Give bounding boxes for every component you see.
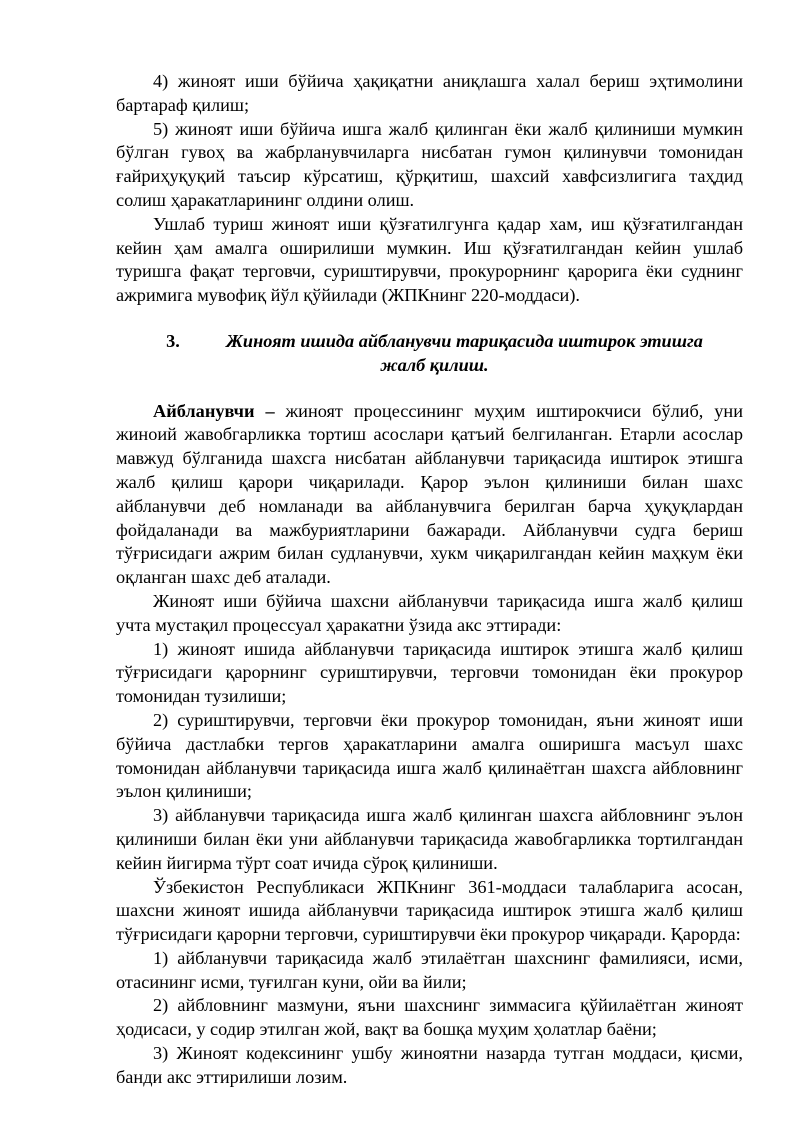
paragraph-definition: [116, 400, 743, 590]
list-item-decision-3: 3) Жиноят кодексининг ушбу жиноятни назарда тутган моддаси, қисми, банди акс эттирилиши лозим.: [116, 1043, 743, 1087]
paragraph-detention: Ушлаб туриш жиноят иши қўзғатилгунга қадар хам, иш қўзғатилгандан кейин ҳам амалга оширилиши мумкин. Иш қўзғатилгандан кейин ушлаб туришга фақат терговчи, суриштирувчи, прокурорнинг қарорига ёки суднинг ажримига мувофиқ йўл қўйилади (ЖПКнинг 220-моддаси).: [116, 213, 743, 306]
list-item-decision-2: 2) айбловнинг мазмуни, яъни шахснинг зиммасига қўйилаётган жиноят ҳодисаси, у содир этилган жой, вақт ва бошқа муҳим ҳолатлар баёни;: [116, 995, 743, 1040]
paragraph-item-5: 5) жиноят иши бўйича ишга жалб қилинган ёки жалб қилиниши мумкин бўлган гувоҳ ва жабрланувчиларга нисбатан гумон қилинувчи томонидан ғайриҳуқуқий таъсир кўрсатиш, қўрқитиш, шахсий хавфсизлигига таҳдид солиш ҳаракатларининг олдини олиш.: [116, 118, 743, 210]
paragraph-item-4: 4) жиноят иши бўйича ҳақиқатни аниқлашга халал бериш эҳтимолини бартараф қилиш;: [116, 71, 743, 115]
section-title: Жиноят ишида айбланувчи тариқасида иштирок этишга жалб қилиш.: [226, 330, 703, 375]
definition-text: жиноят процессининг муҳим иштирокчиси бўлиб, уни жиноий жавобгарликка тортиш асослари қатъий белгиланган. Етарли асослар мавжуд бўлганида шахсга нисбатан айбланувчи тариқасида иштирок этишга жалб қилиш қарори чиқарилади. Қарор эълон қилиниши билан шахс айбланувчи деб номланади ва айбланувчига берилган барча ҳуқуқлардан фойдаланади ва мажбуриятларини бажаради. Айбланувчи судга бериш тўғрисидаги ажрим билан судланувчи, хукм чиқарилгандан кейин маҳкум ёки оқланган шахс деб аталади.: [116, 400, 743, 588]
paragraph-three-actions: Жиноят иши бўйича шахсни айбланувчи тариқасида ишга жалб қилиш учта мустақил процессуал ҳаракатни ўзида акс эттиради:: [116, 590, 743, 635]
list-item-action-1: 1) жиноят ишида айбланувчи тариқасида иштирок этишга жалб қилиш тўғрисидаги қарорнинг суриштирувчи, терговчи томонидан ёки прокурор томонидан тузилиши;: [116, 638, 743, 707]
list-item-action-2: 2) суриштирувчи, терговчи ёки прокурор томонидан, яъни жиноят иши бўйича дастлабки тергов ҳаракатларини амалга оширишга масъул шахс томонидан айбланувчи тариқасида ишга жалб қилинаётган шахсга айбловнинг эълон қилиниши;: [116, 709, 743, 802]
paragraph-article-361: Ўзбекистон Республикаси ЖПКнинг 361-моддаси талабларига асосан, шахсни жиноят ишида айбланувчи тариқасида иштирок этишга жалб қилиш тўғрисидаги қарорни терговчи, суриштирувчи ёки прокурор чиқаради. Қарорда:: [116, 876, 743, 945]
document-page: [116, 70, 743, 1090]
section-number: 3.: [166, 330, 180, 351]
section-heading: [116, 330, 743, 378]
list-item-decision-1: 1) айбланувчи тариқасида жалб этилаётган шахснинг фамилияси, исми, отасининг исми, туғилган куни, ойи ва йили;: [116, 947, 743, 992]
defined-term: Айбланувчи –: [153, 400, 275, 421]
list-item-action-3: 3) айбланувчи тариқасида ишга жалб қилинган шахсга айбловнинг эълон қилиниши билан ёки уни айбланувчи тариқасида жавобгарликка тортилгандан кейин йигирма тўрт соат ичида сўроқ қилиниши.: [116, 805, 743, 873]
